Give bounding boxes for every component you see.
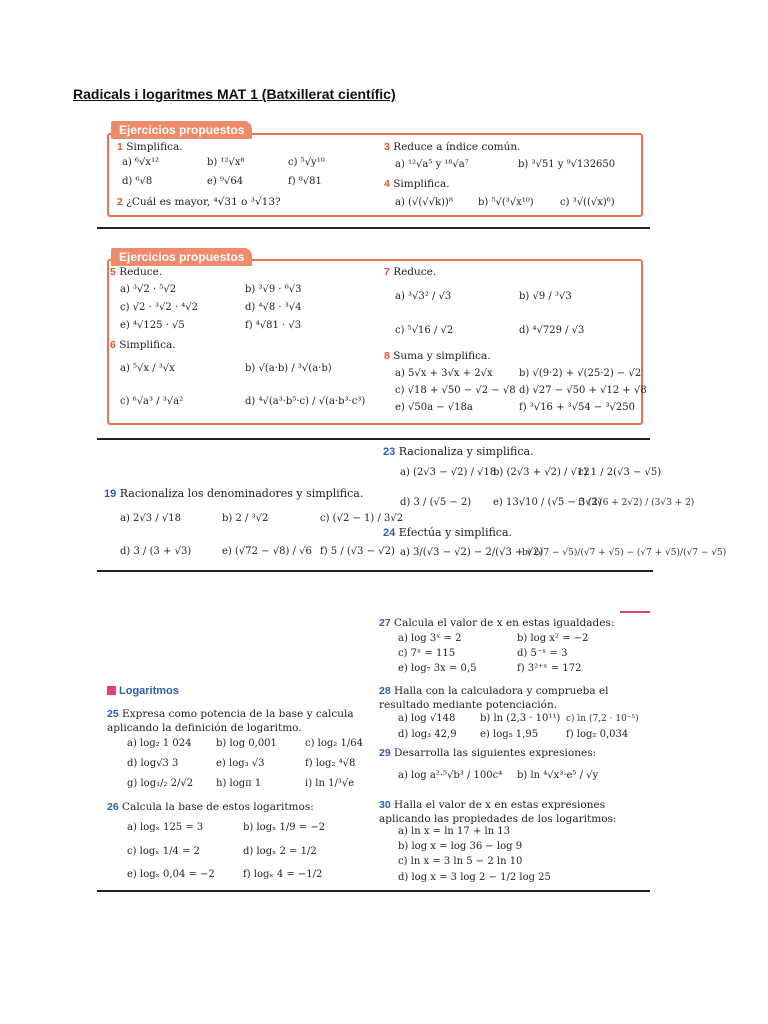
ex6-item-b: b) √(a·b) / ³√(a·b) xyxy=(245,363,332,374)
ex29-item-a: a) log a²·⁵√b³ / 100c⁴ xyxy=(398,770,503,781)
exercise-7 xyxy=(384,266,436,278)
exercise-text: ¿Cuál es mayor, ⁴√31 o ³√13? xyxy=(126,196,281,208)
ex1-item-a: a) ⁶√x¹² xyxy=(122,157,160,168)
ex5-item-f: f) ⁴√81 · √3 xyxy=(245,320,302,331)
exercise-number: 2 xyxy=(117,196,123,208)
ex19-item-a: a) 2√3 / √18 xyxy=(120,513,181,524)
exercise-25 xyxy=(107,707,369,735)
divider-4 xyxy=(97,890,650,892)
ex7-item-a: a) ³√3² / √3 xyxy=(395,291,452,302)
ex8-item-d: d) √27 − √50 + √12 + √8 xyxy=(519,385,647,396)
exercise-24 xyxy=(383,526,512,539)
exercise-number: 8 xyxy=(384,350,390,362)
exercise-number: 25 xyxy=(107,708,119,720)
exercise-number: 5 xyxy=(110,266,116,278)
exercise-text: Halla con la calculadora y comprueba el resultado mediante potenciación. xyxy=(379,685,609,711)
ex27-item-a: a) log 3ˣ = 2 xyxy=(398,633,462,644)
exercise-19 xyxy=(104,487,363,500)
ex26-item-d: d) logₓ 2 = 1/2 xyxy=(243,846,317,857)
ex1-item-c: c) ⁵√y¹⁰ xyxy=(288,157,325,168)
ex19-item-b: b) 2 / ³√2 xyxy=(222,513,269,524)
ex27-item-e: e) log₇ 3x = 0,5 xyxy=(398,663,477,674)
ex27-item-f: f) 3²⁺ˣ = 172 xyxy=(517,663,582,674)
ex24-item-a: a) 3/(√3 − √2) − 2/(√3 + √2) xyxy=(400,547,544,558)
exercise-6 xyxy=(110,339,176,351)
divider-2 xyxy=(97,438,650,440)
ex4-item-a: a) (√(√√k))⁸ xyxy=(395,197,453,208)
page-title: Radicals i logaritmes MAT 1 (Batxillerat científic) xyxy=(73,86,396,102)
exercise-text: Simplifica. xyxy=(126,141,183,153)
exercise-text: Reduce. xyxy=(393,266,437,278)
exercise-text: Efectúa y simplifica. xyxy=(398,526,513,539)
exercise-text: Reduce. xyxy=(119,266,163,278)
ex6-item-a: a) ⁵√x / ³√x xyxy=(120,363,175,374)
ex23-item-c: c) 1 / 2(√3 − √5) xyxy=(578,467,662,478)
ex6-item-c: c) ⁶√a³ / ³√a² xyxy=(120,396,184,407)
exercise-box-2 xyxy=(107,259,643,425)
ex28-item-f: f) log₂ 0,034 xyxy=(566,729,629,740)
exercise-number: 23 xyxy=(383,446,396,458)
ex5-item-a: a) ³√2 · ⁵√2 xyxy=(120,284,177,295)
ex25-item-b: b) log 0,001 xyxy=(216,738,277,749)
ex5-item-d: d) ⁴√8 · ³√4 xyxy=(245,302,302,313)
exercise-number: 26 xyxy=(107,801,119,813)
ex5-item-c: c) √2 · ³√2 · ⁴√2 xyxy=(120,302,198,313)
exercise-text: Calcula el valor de x en estas igualdades: xyxy=(394,617,615,629)
exercise-text: Expresa como potencia de la base y calcula aplicando la definición de logaritmo. xyxy=(107,708,354,734)
ex26-item-a: a) logₓ 125 = 3 xyxy=(127,822,204,833)
exercise-26 xyxy=(107,801,314,813)
exercise-1 xyxy=(117,141,183,153)
ex26-item-f: f) logₓ 4 = −1/2 xyxy=(243,869,323,880)
exercise-number: 28 xyxy=(379,685,391,697)
ex4-item-c: c) ³√((√x)⁶) xyxy=(560,197,615,208)
ex30-item-a: a) ln x = ln 17 + ln 13 xyxy=(398,826,511,837)
ex5-item-e: e) ⁴√125 · √5 xyxy=(120,320,185,331)
ex25-item-e: e) log₃ √3 xyxy=(216,758,265,769)
exercise-number: 4 xyxy=(384,178,390,190)
exercise-29 xyxy=(379,747,596,759)
ex27-item-d: d) 5⁻ˣ = 3 xyxy=(517,648,568,659)
exercise-4 xyxy=(384,178,450,190)
exercise-number: 29 xyxy=(379,747,391,759)
ex25-item-a: a) log₂ 1 024 xyxy=(127,738,192,749)
ex19-item-f: f) 5 / (√3 − √2) xyxy=(320,546,395,557)
exercise-number: 1 xyxy=(117,141,123,153)
box-2-tab: Ejercicios propuestos xyxy=(111,248,252,266)
exercise-number: 7 xyxy=(384,266,390,278)
ex7-item-d: d) ⁴√729 / √3 xyxy=(519,325,585,336)
exercise-28 xyxy=(379,684,651,712)
exercise-5 xyxy=(110,266,162,278)
exercise-number: 3 xyxy=(384,141,390,153)
ex23-item-f: f) (3√6 + 2√2) / (3√3 + 2) xyxy=(578,498,695,508)
exercise-number: 27 xyxy=(379,617,391,629)
ex30-item-c: c) ln x = 3 ln 5 − 2 ln 10 xyxy=(398,856,523,867)
square-bullet-icon xyxy=(107,686,116,695)
section-heading-logaritmos xyxy=(107,685,179,697)
ex25-item-g: g) log₁/₂ 2/√2 xyxy=(127,778,194,789)
ex30-item-b: b) log x = log 36 − log 9 xyxy=(398,841,523,852)
ex28-item-e: e) log₅ 1,95 xyxy=(480,729,539,740)
ex4-item-b: b) ⁵√(³√x¹⁰) xyxy=(478,197,534,208)
ex23-item-e: e) 13√10 / (√5 − 3√2) xyxy=(493,497,602,508)
ex23-item-d: d) 3 / (√5 − 2) xyxy=(400,497,472,508)
ex25-item-h: h) logπ 1 xyxy=(216,778,262,789)
exercise-number: 19 xyxy=(104,488,117,500)
exercise-23 xyxy=(383,445,534,458)
exercise-27 xyxy=(379,617,614,629)
exercise-text: Desarrolla las siguientes expresiones: xyxy=(394,747,597,759)
section-heading-text: Logaritmos xyxy=(119,685,179,697)
exercise-number: 24 xyxy=(383,527,396,539)
ex1-item-e: e) ⁹√64 xyxy=(207,176,244,187)
exercise-text: Simplifica. xyxy=(393,178,450,190)
ex7-item-c: c) ⁵√16 / √2 xyxy=(395,325,454,336)
ex28-item-b: b) ln (2,3 · 10¹¹) xyxy=(480,713,561,724)
exercise-3 xyxy=(384,141,520,153)
ex19-item-d: d) 3 / (3 + √3) xyxy=(120,546,192,557)
exercise-text: Reduce a índice común. xyxy=(393,141,521,153)
ex27-item-c: c) 7ˣ = 115 xyxy=(398,648,456,659)
ex25-item-c: c) log₂ 1/64 xyxy=(305,738,363,749)
exercise-2 xyxy=(117,196,281,208)
exercise-text: Simplifica. xyxy=(119,339,176,351)
ex8-item-f: f) ³√16 + ³√54 − ³√250 xyxy=(519,402,635,413)
ex26-item-e: e) logₓ 0,04 = −2 xyxy=(127,869,215,880)
ex7-item-b: b) √9 / ³√3 xyxy=(519,291,572,302)
exercise-number: 6 xyxy=(110,339,116,351)
ex25-item-i: i) ln 1/³√e xyxy=(305,778,355,789)
ex25-item-d: d) log√3 3 xyxy=(127,758,179,769)
ex19-item-e: e) (√72 − √8) / √6 xyxy=(222,546,312,557)
ex6-item-d: d) ⁴√(a³·b⁵·c) / √(a·b³·c³) xyxy=(245,396,366,407)
divider-1 xyxy=(97,227,650,229)
ex27-item-b: b) log x² = −2 xyxy=(517,633,589,644)
ex1-item-b: b) ¹²√x⁸ xyxy=(207,157,245,168)
ex8-item-b: b) √(9·2) + √(25·2) − √2 xyxy=(519,368,642,379)
ex24-item-b: b) (√7 − √5)/(√7 + √5) − (√7 + √5)/(√7 − √5) xyxy=(522,548,727,558)
exercise-text: Racionaliza y simplifica. xyxy=(398,445,534,458)
ex3-item-b: b) ³√51 y ⁹√132650 xyxy=(518,159,616,170)
ex29-item-b: b) ln ⁴√x³·e⁵ / √y xyxy=(517,770,599,781)
ex28-item-a: a) log √148 xyxy=(398,713,456,724)
exercise-8 xyxy=(384,350,491,362)
box-1-tab: Ejercicios propuestos xyxy=(111,121,252,139)
ex8-item-a: a) 5√x + 3√x + 2√x xyxy=(395,368,493,379)
ex23-item-a: a) (2√3 − √2) / √18 xyxy=(400,467,497,478)
exercise-text: Racionaliza los denominadores y simplifica. xyxy=(119,487,364,500)
ex3-item-a: a) ¹²√a⁵ y ¹⁸√a⁷ xyxy=(395,159,469,170)
ex26-item-b: b) logₓ 1/9 = −2 xyxy=(243,822,326,833)
ex28-item-c: c) ln (7,2 · 10⁻⁵) xyxy=(566,714,639,724)
exercise-number: 30 xyxy=(379,799,391,811)
corner-accent-bar xyxy=(620,611,650,613)
ex8-item-e: e) √50a − √18a xyxy=(395,402,473,413)
ex1-item-d: d) ⁶√8 xyxy=(122,176,153,187)
ex30-item-d: d) log x = 3 log 2 − 1/2 log 25 xyxy=(398,872,551,883)
ex28-item-d: d) log₃ 42,9 xyxy=(398,729,457,740)
ex1-item-f: f) ⁸√81 xyxy=(288,176,322,187)
ex19-item-c: c) (√2 − 1) / 3√2 xyxy=(320,513,404,524)
exercise-text: Calcula la base de estos logaritmos: xyxy=(122,801,314,813)
exercise-text: Halla el valor de x en estas expresiones aplicando las propiedades de los logaritmos: xyxy=(379,799,617,825)
exercise-30 xyxy=(379,798,651,826)
ex5-item-b: b) ³√9 · ⁶√3 xyxy=(245,284,302,295)
ex8-item-c: c) √18 + √50 − √2 − √8 xyxy=(395,385,516,396)
ex23-item-b: b) (2√3 + √2) / √12 xyxy=(493,467,590,478)
exercise-text: Suma y simplifica. xyxy=(393,350,491,362)
divider-3 xyxy=(97,570,653,572)
ex26-item-c: c) logₓ 1/4 = 2 xyxy=(127,846,200,857)
ex25-item-f: f) log₂ ⁴√8 xyxy=(305,758,356,769)
